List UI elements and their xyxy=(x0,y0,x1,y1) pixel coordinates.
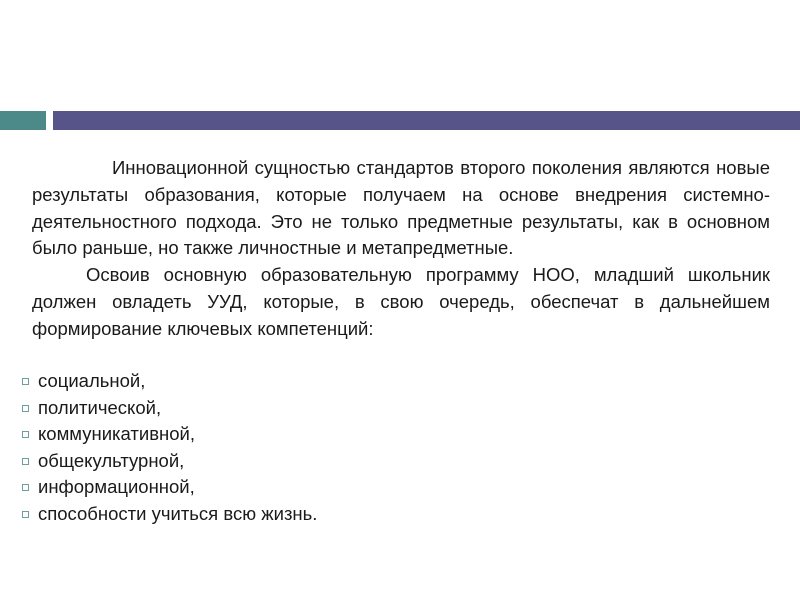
accent-bar-purple xyxy=(53,111,800,130)
paragraph-1: Инновационной сущностью стандартов второго поколения являются новые результаты образования, которые получаем на основе внедрения системно-деятельностного подхода. Это не только предметные результаты, как в основном было раньше, но также личностные и метапредметные. xyxy=(32,157,770,259)
list-item-label: социальной, xyxy=(38,370,146,391)
list-item xyxy=(0,395,400,422)
square-bullet-icon xyxy=(22,431,29,438)
list-item xyxy=(0,421,400,448)
list-item-label: политической, xyxy=(38,396,162,418)
square-bullet-icon xyxy=(22,378,29,385)
paragraph-2: Освоив основную образовательную программу НОО, младший школьник должен овладеть УУД, которые, в свою очередь, обеспечат в дальнейшем формирование ключевых компетенций: xyxy=(32,264,770,339)
list-item xyxy=(0,448,400,475)
slide-body xyxy=(32,155,770,343)
accent-bar-teal xyxy=(0,111,46,130)
square-bullet-icon xyxy=(22,458,29,465)
list-item xyxy=(0,368,400,395)
list-item-label: коммуникативной, xyxy=(38,423,196,445)
list-item-label: общекультурной, xyxy=(38,449,185,471)
square-bullet-icon xyxy=(22,511,29,518)
list-item xyxy=(0,474,400,501)
list-item xyxy=(0,501,400,528)
list-item-label: информационной, xyxy=(38,476,195,498)
list-item-label: способности учиться всю жизнь. xyxy=(38,502,318,524)
square-bullet-icon xyxy=(22,405,29,412)
competencies-list xyxy=(0,368,400,528)
square-bullet-icon xyxy=(22,484,29,491)
